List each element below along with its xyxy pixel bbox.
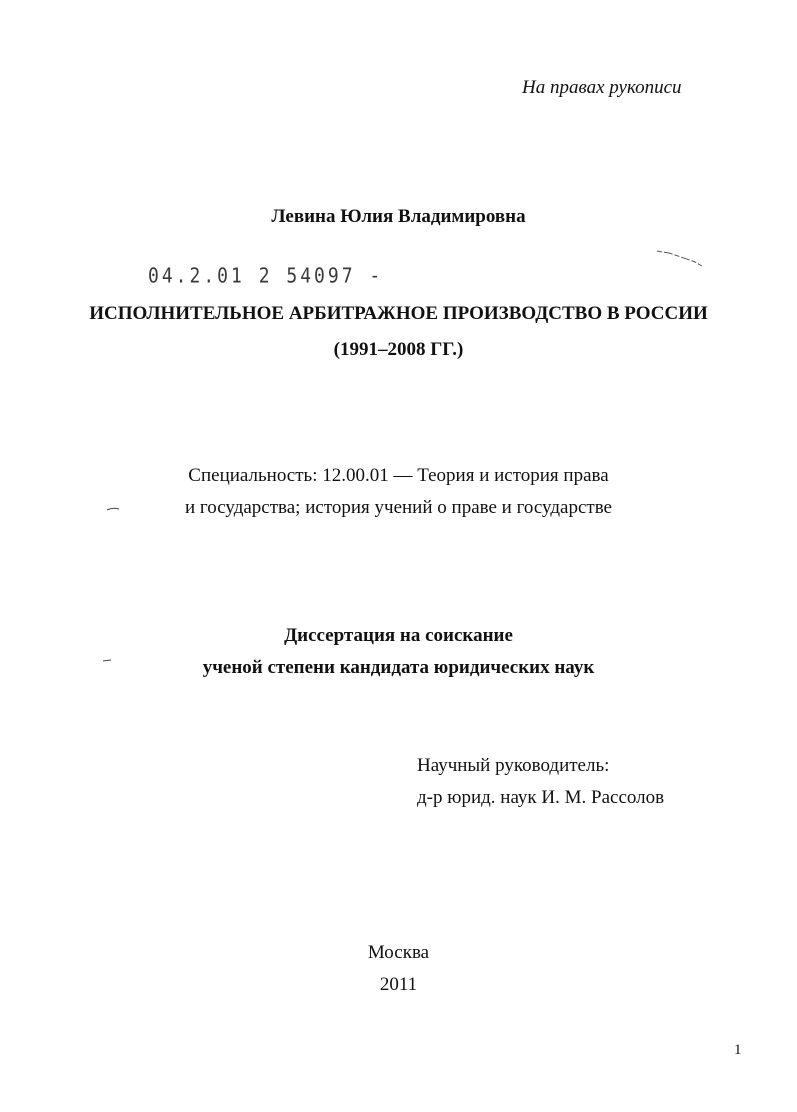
specialty-line-2: и государства; история учений о праве и государстве bbox=[185, 497, 612, 518]
page-number: 1 bbox=[734, 1042, 742, 1058]
degree-line-2: ученой степени кандидата юридических наук bbox=[202, 657, 595, 678]
supervisor-label: Научный руководитель: bbox=[417, 755, 610, 776]
dissertation-title-line-2: (1991–2008 ГГ.) bbox=[333, 339, 464, 360]
degree-line-1: Диссертация на соискание bbox=[284, 625, 513, 646]
year: 2011 bbox=[379, 974, 418, 995]
author-name: Левина Юлия Владимировна bbox=[271, 206, 526, 227]
catalog-stamp: 04.2.01 2 54097 - bbox=[148, 264, 384, 289]
specialty-line-1: Специальность: 12.00.01 — Теория и история права bbox=[188, 465, 609, 486]
scan-margin-mark bbox=[106, 506, 120, 512]
rights-note: На правах рукописи bbox=[522, 77, 682, 98]
supervisor-name: д-р юрид. наук И. М. Рассолов bbox=[417, 787, 665, 808]
city: Москва bbox=[367, 942, 430, 963]
scan-margin-mark bbox=[102, 658, 112, 663]
dissertation-title-line-1: ИСПОЛНИТЕЛЬНОЕ АРБИТРАЖНОЕ ПРОИЗВОДСТВО В РОССИИ bbox=[89, 303, 708, 324]
scan-pen-stroke-mark bbox=[655, 247, 705, 269]
